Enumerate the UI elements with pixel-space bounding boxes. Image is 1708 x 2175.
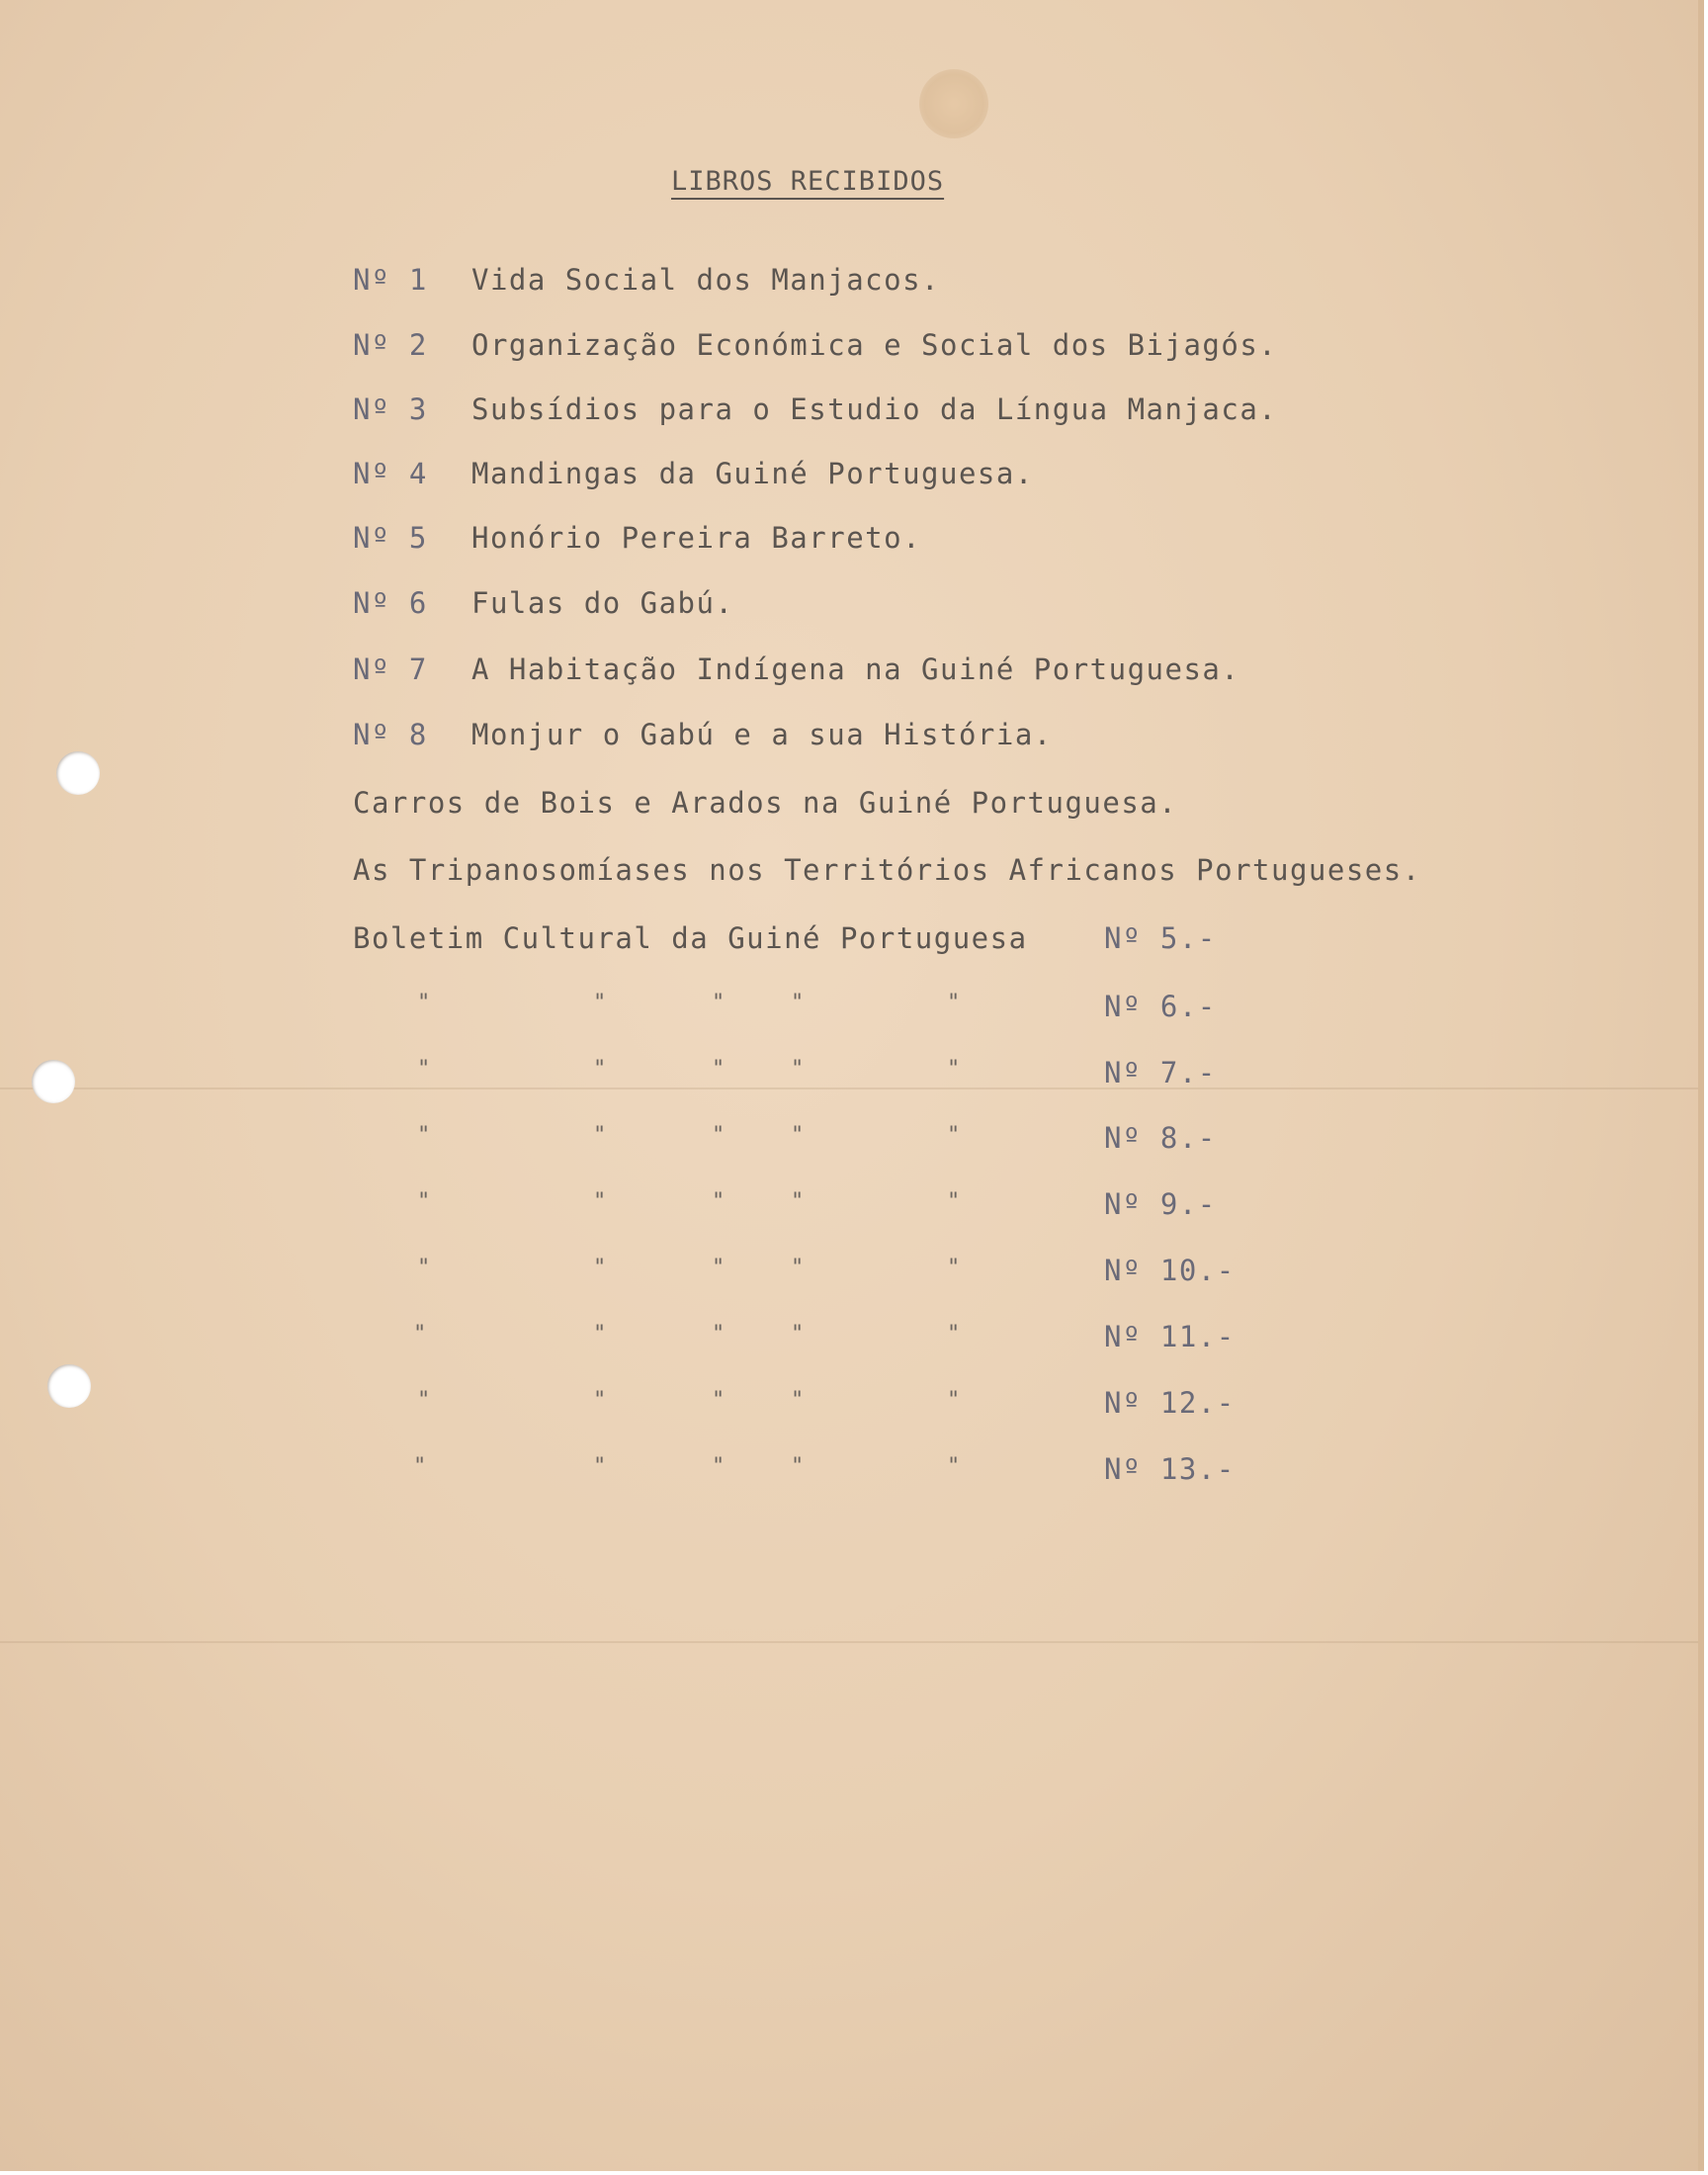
book-entry: As Tripanosomíases nos Territórios Africanos Portugueses. — [353, 853, 1421, 887]
book-number: Nº 5 — [353, 521, 428, 555]
ditto-mark: " — [947, 1322, 961, 1347]
book-title: Fulas do Gabú. — [471, 586, 734, 620]
book-number: Nº 2 — [353, 328, 428, 362]
ditto-mark: " — [947, 991, 961, 1015]
ditto-mark: " — [712, 1123, 726, 1148]
bulletin-issue-number: Nº 13.- — [1104, 1452, 1236, 1486]
book-title: Subsídios para o Estudio da Língua Manjaca. — [471, 392, 1278, 426]
ditto-mark: " — [417, 1123, 431, 1148]
ditto-mark: " — [417, 991, 431, 1015]
ditto-mark: " — [712, 1454, 726, 1479]
book-entry — [353, 457, 1034, 490]
bulletin-title: Boletim Cultural da Guiné Portuguesa — [353, 921, 1028, 955]
punch-hole — [47, 1364, 91, 1408]
book-entry — [353, 392, 1277, 426]
book-title: A Habitação Indígena na Guiné Portuguesa. — [471, 652, 1240, 686]
ditto-mark: " — [593, 1057, 607, 1082]
bulletin-issue-number: Nº 8.- — [1104, 1121, 1217, 1155]
book-title: Monjur o Gabú e a sua História. — [471, 718, 1053, 751]
bulletin-issue-number: Nº 10.- — [1104, 1254, 1236, 1287]
ditto-mark: " — [593, 1123, 607, 1148]
ditto-mark: " — [593, 1256, 607, 1280]
book-number: Nº 6 — [353, 586, 428, 620]
ditto-mark: " — [417, 1057, 431, 1082]
ditto-mark: " — [791, 1454, 805, 1479]
page-title: LIBROS RECIBIDOS — [671, 166, 945, 197]
ditto-mark: " — [712, 991, 726, 1015]
bulletin-issue-number: Nº 9.- — [1104, 1187, 1217, 1221]
bulletin-issue-number: Nº 5.- — [1104, 921, 1217, 955]
ditto-mark: " — [712, 1189, 726, 1214]
ditto-mark: " — [417, 1388, 431, 1413]
ditto-mark: " — [947, 1454, 961, 1479]
ditto-mark: " — [593, 1454, 607, 1479]
bulletin-issue-number: Nº 7.- — [1104, 1056, 1217, 1089]
ditto-mark: " — [593, 1388, 607, 1413]
book-title: Mandingas da Guiné Portuguesa. — [471, 457, 1034, 490]
book-entry — [353, 586, 733, 620]
ditto-mark: " — [417, 1256, 431, 1280]
ditto-mark: " — [791, 1388, 805, 1413]
ditto-mark: " — [593, 1322, 607, 1347]
book-number: Nº 8 — [353, 718, 428, 751]
bulletin-issue-number: Nº 12.- — [1104, 1386, 1236, 1420]
ditto-mark: " — [947, 1057, 961, 1082]
paper-stain — [919, 69, 988, 138]
paper-fold — [0, 1088, 1698, 1089]
bulletin-issue-number: Nº 11.- — [1104, 1320, 1236, 1353]
ditto-mark: " — [593, 991, 607, 1015]
book-number: Nº 3 — [353, 392, 428, 426]
ditto-mark: " — [947, 1123, 961, 1148]
ditto-mark: " — [791, 991, 805, 1015]
ditto-mark: " — [593, 1189, 607, 1214]
book-title: Honório Pereira Barreto. — [471, 521, 922, 555]
book-number: Nº 4 — [353, 457, 428, 490]
ditto-mark: " — [947, 1388, 961, 1413]
ditto-mark: " — [712, 1256, 726, 1280]
book-entry — [353, 718, 1053, 751]
book-entry — [353, 521, 921, 555]
punch-hole — [32, 1060, 75, 1103]
ditto-mark: " — [712, 1057, 726, 1082]
book-entry — [353, 328, 1277, 362]
book-entry — [353, 263, 940, 297]
ditto-mark: " — [791, 1189, 805, 1214]
book-number: Nº 1 — [353, 263, 428, 297]
ditto-mark: " — [791, 1256, 805, 1280]
ditto-mark: " — [791, 1123, 805, 1148]
ditto-mark: " — [791, 1057, 805, 1082]
ditto-mark: " — [413, 1322, 427, 1347]
ditto-mark: " — [791, 1322, 805, 1347]
ditto-mark: " — [417, 1189, 431, 1214]
ditto-mark: " — [947, 1256, 961, 1280]
book-title: Organização Económica e Social dos Bijagós. — [471, 328, 1278, 362]
ditto-mark: " — [947, 1189, 961, 1214]
book-entry: Carros de Bois e Arados na Guiné Portuguesa. — [353, 786, 1178, 820]
book-entry — [353, 652, 1239, 686]
ditto-mark: " — [413, 1454, 427, 1479]
ditto-mark: " — [712, 1322, 726, 1347]
book-title: Vida Social dos Manjacos. — [471, 263, 940, 297]
bulletin-issue-number: Nº 6.- — [1104, 990, 1217, 1023]
paper-fold — [0, 1641, 1698, 1643]
ditto-mark: " — [712, 1388, 726, 1413]
punch-hole — [56, 751, 100, 795]
book-number: Nº 7 — [353, 652, 428, 686]
